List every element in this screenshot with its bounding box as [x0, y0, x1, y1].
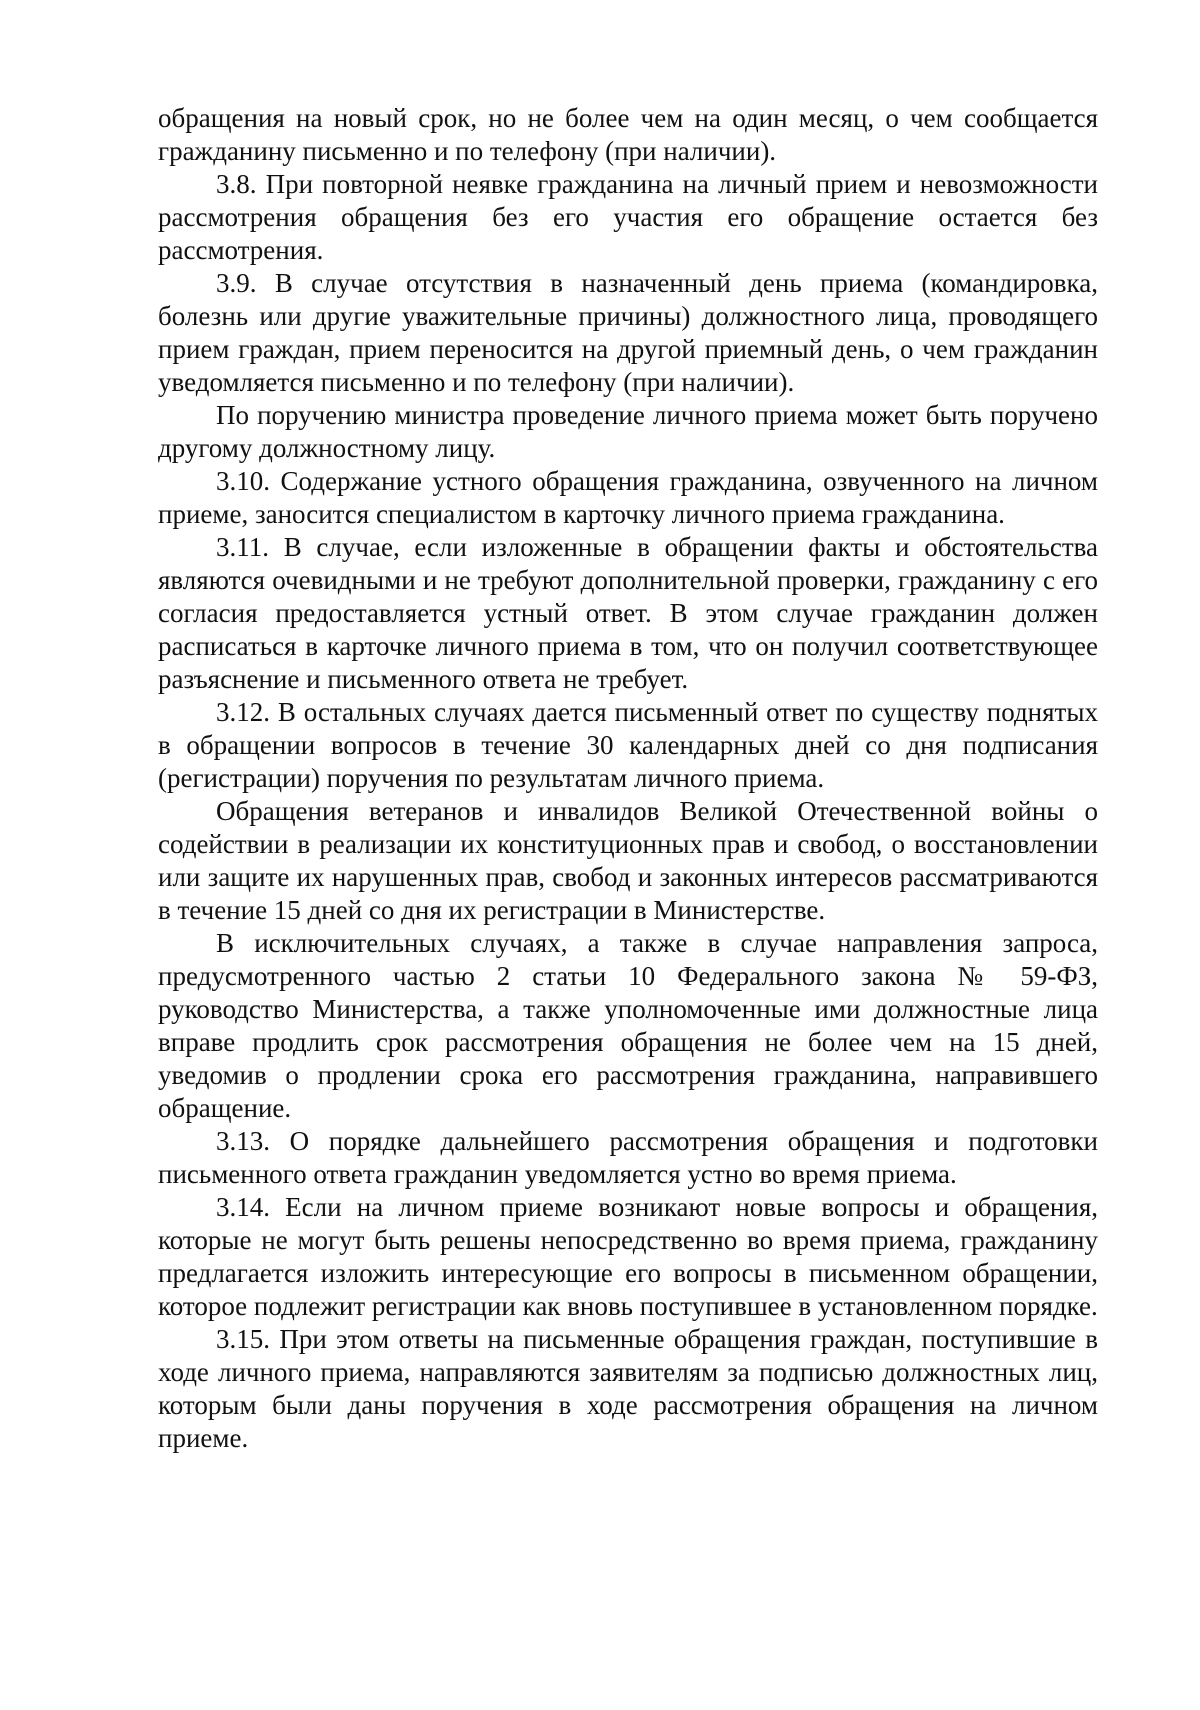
paragraph-3-10: 3.10. Содержание устного обращения гражданина, озвученного на личном приеме, заносится специалистом в карточку личного приема гражданина.	[158, 466, 1098, 529]
paragraph-3-9: 3.9. В случае отсутствия в назначенный день приема (командировка, болезнь или другие уважительные причины) должностного лица, проводящего прием граждан, прием переносится на другой приемный день, о чем гражданин уведомляется письменно и по телефону (при наличии).	[158, 268, 1098, 397]
paragraph-minister-instruction: По поручению министра проведение личного приема может быть поручено другому должностному лицу.	[158, 400, 1098, 463]
paragraph-3-12: 3.12. В остальных случаях дается письменный ответ по существу поднятых в обращении вопросов в течение 30 календарных дней со дня подписания (регистрации) поручения по результатам личного приема.	[158, 697, 1098, 793]
paragraph-3-13: 3.13. О порядке дальнейшего рассмотрения обращения и подготовки письменного ответа гражданин уведомляется устно во время приема.	[158, 1126, 1098, 1189]
paragraph-3-15: 3.15. При этом ответы на письменные обращения граждан, поступившие в ходе личного приема, направляются заявителям за подписью должностных лиц, которым были даны поручения в ходе рассмотрения обращения на личном приеме.	[158, 1324, 1098, 1453]
paragraph-continuation: обращения на новый срок, но не более чем на один месяц, о чем сообщается гражданину письменно и по телефону (при наличии).	[158, 103, 1098, 166]
paragraph-3-14: 3.14. Если на личном приеме возникают новые вопросы и обращения, которые не могут быть решены непосредственно во время приема, гражданину предлагается изложить интересующие его вопросы в письменном обращении, которое подлежит регистрации как вновь поступившее в установленном порядке.	[158, 1192, 1098, 1321]
paragraph-veterans: Обращения ветеранов и инвалидов Великой Отечественной войны о содействии в реализации их конституционных прав и свобод, о восстановлении или защите их нарушенных прав, свобод и законных интересов рассматриваются в течение 15 дней со дня их регистрации в Министерстве.	[158, 796, 1098, 925]
document-body	[158, 102, 1098, 1455]
paragraph-3-8: 3.8. При повторной неявке гражданина на личный прием и невозможности рассмотрения обращения без его участия его обращение остается без рассмотрения.	[158, 169, 1098, 265]
paragraph-exceptional-cases: В исключительных случаях, а также в случае направления запроса, предусмотренного частью 2 статьи 10 Федерального закона № 59-ФЗ, руководство Министерства, а также уполномоченные ими должностные лица вправе продлить срок рассмотрения обращения не более чем на 15 дней, уведомив о продлении срока его рассмотрения гражданина, направившего обращение.	[158, 928, 1098, 1123]
paragraph-3-11: 3.11. В случае, если изложенные в обращении факты и обстоятельства являются очевидными и не требуют дополнительной проверки, гражданину с его согласия предоставляется устный ответ. В этом случае гражданин должен расписаться в карточке личного приема в том, что он получил соответствующее разъяснение и письменного ответа не требует.	[158, 532, 1098, 694]
